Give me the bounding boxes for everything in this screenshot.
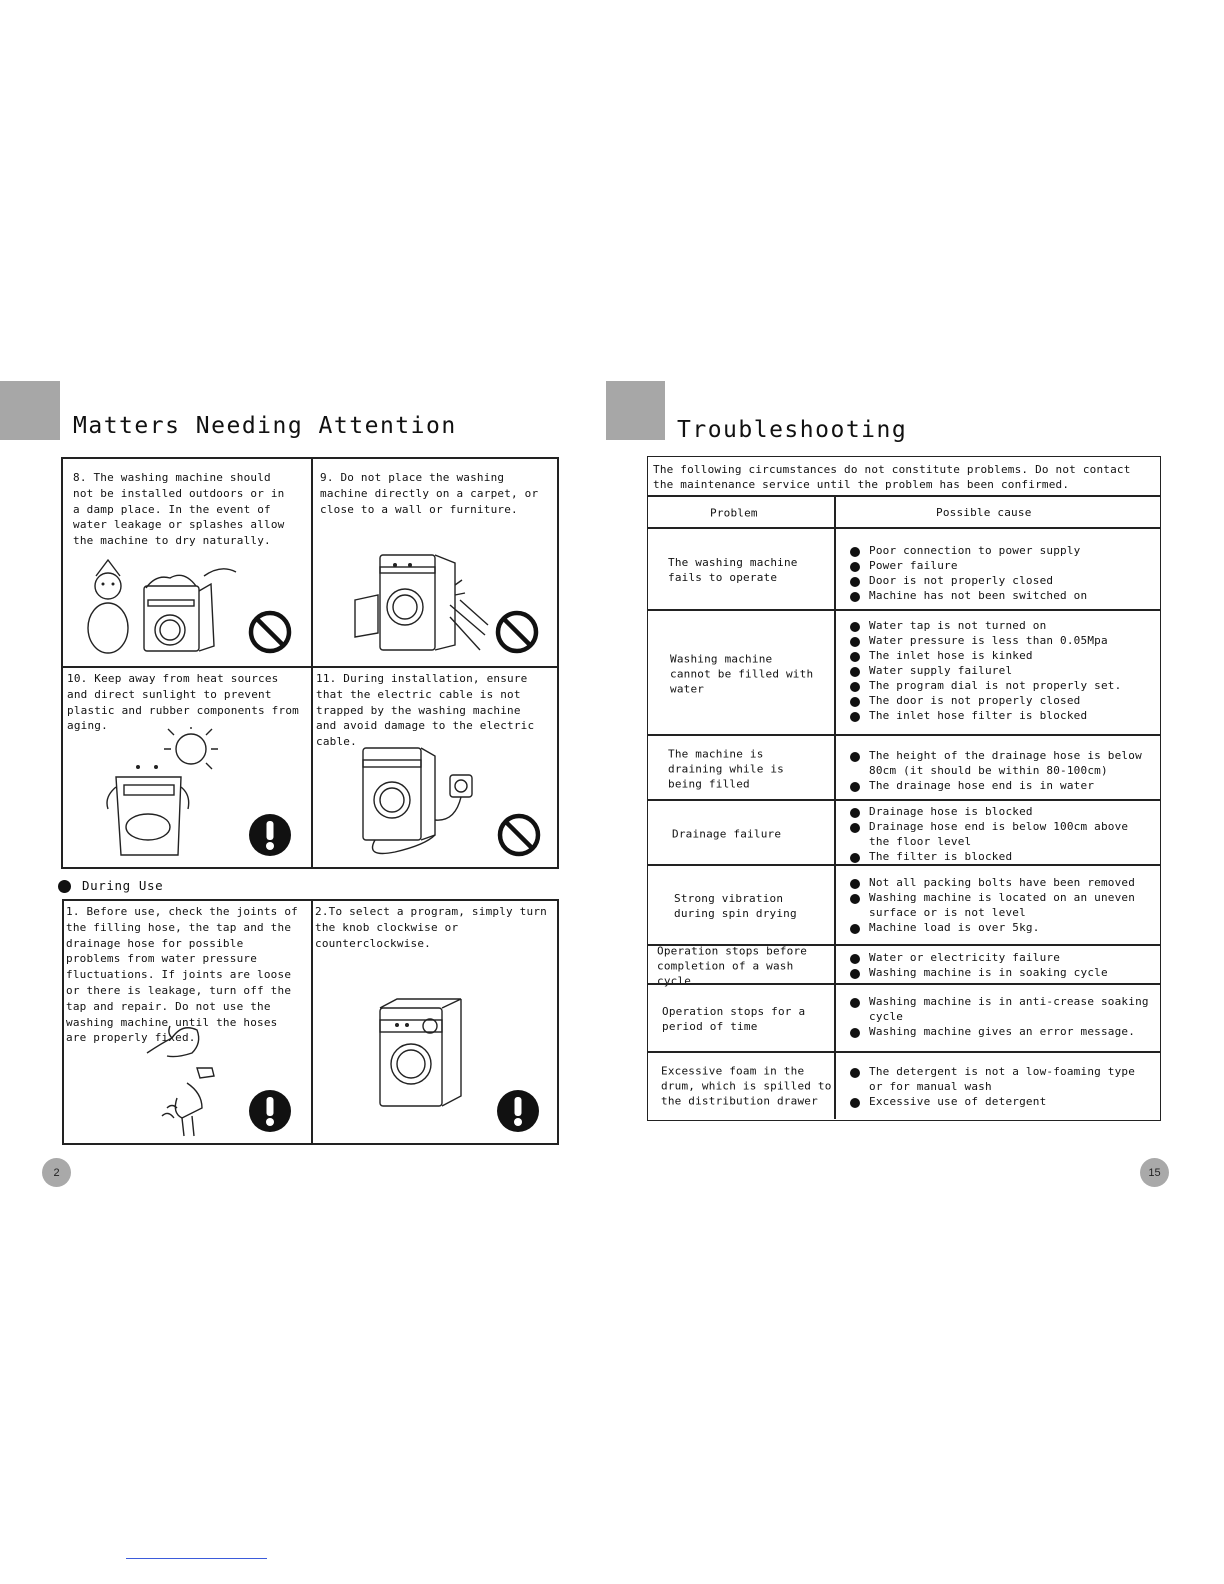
cause-text: Water or electricity failure (869, 951, 1061, 964)
cause-text: The height of the drainage hose is below 80cm (it should be within 80-100cm) (869, 749, 1142, 777)
cause-text: Water tap is not turned on (869, 619, 1047, 632)
left-page-title: Matters Needing Attention (73, 413, 457, 439)
left-section-tab (0, 381, 60, 440)
bullet-icon (850, 577, 860, 587)
cause-text: Drainage hose is blocked (869, 805, 1033, 818)
during-use-heading: During Use (82, 878, 164, 893)
cause-text: Poor connection to power supply (869, 544, 1081, 557)
table-header-row (648, 495, 1160, 529)
problem-cell: The washing machine fails to operate (668, 556, 798, 584)
cause-text: Excessive use of detergent (869, 1095, 1047, 1108)
problem-cell: Drainage failure (672, 827, 782, 840)
troubleshooting-intro: The following circumstances do not constitute problems. Do not contact the maintenance service until the problem has been confirmed. (653, 463, 1131, 491)
bullet-icon (850, 998, 860, 1008)
prohibited-icon (247, 609, 293, 655)
bullet-icon (850, 924, 860, 934)
cause-text: Door is not properly closed (869, 574, 1054, 587)
warning-exclamation-icon (495, 1088, 541, 1134)
bullet-icon (850, 752, 860, 762)
machine-near-wall-illustration (350, 545, 490, 660)
table-row (648, 944, 1160, 985)
cause-text: Washing machine gives an error message. (869, 1025, 1136, 1038)
bullet-icon (850, 712, 860, 722)
cause-text: The filter is blocked (869, 850, 1013, 863)
cause-text: The program dial is not properly set. (869, 679, 1122, 692)
bullet-icon (850, 823, 860, 833)
bullet-icon (850, 592, 860, 602)
cause-text: Machine load is over 5kg. (869, 921, 1040, 934)
cause-text: The drainage hose end is in water (869, 779, 1095, 792)
left-page-number: 2 (42, 1158, 71, 1187)
cause-text: Water pressure is less than 0.05Mpa (869, 634, 1108, 647)
bullet-icon (850, 808, 860, 818)
attention-item-10: 10. Keep away from heat sources and direct sunlight to prevent plastic and rubber components from aging. (67, 672, 299, 733)
attention-item-11: 11. During installation, ensure that the electric cable is not trapped by the washing machine and avoid damage to the electric cable. (316, 672, 535, 749)
outdoor-machine-illustration (86, 556, 246, 656)
bullet-icon (850, 697, 860, 707)
bullet-icon (850, 682, 860, 692)
bullet-icon (850, 1098, 860, 1108)
attention-item-9: 9. Do not place the washing machine directly on a carpet, or close to a wall or furniture. (320, 471, 539, 516)
problem-cell: Strong vibration during spin drying (674, 892, 797, 920)
bullet-icon (850, 782, 860, 792)
right-page-number: 15 (1140, 1158, 1169, 1187)
during-use-bullet (58, 880, 71, 893)
bullet-icon (850, 637, 860, 647)
cause-text: The door is not properly closed (869, 694, 1081, 707)
cause-text: Washing machine is located on an uneven surface or is not level (869, 891, 1136, 919)
table-row (648, 983, 1160, 1053)
program-knob-illustration (375, 996, 470, 1111)
hose-joint-illustration (142, 1018, 242, 1138)
footer-rule (126, 1558, 267, 1559)
bullet-icon (850, 969, 860, 979)
cause-text: Power failure (869, 559, 958, 572)
warning-exclamation-icon (247, 812, 293, 858)
problem-cell: The machine is draining while is being filled (668, 747, 784, 790)
prohibited-icon (496, 812, 542, 858)
cause-text: The inlet hose is kinked (869, 649, 1033, 662)
bullet-icon (850, 652, 860, 662)
bullet-icon (850, 853, 860, 863)
bullet-icon (850, 547, 860, 557)
table-row (648, 1051, 1160, 1119)
cause-text: The inlet hose filter is blocked (869, 709, 1088, 722)
table-row (648, 734, 1160, 801)
cause-text: Drainage hose end is below 100cm above the floor level (869, 820, 1129, 848)
cause-text: Water supply failurel (869, 664, 1013, 677)
warning-exclamation-icon (247, 1088, 293, 1134)
bullet-icon (850, 622, 860, 632)
problem-cell: Operation stops for a period of time (662, 1005, 806, 1033)
problem-cell: Excessive foam in the drum, which is spilled to the distribution drawer (661, 1064, 832, 1108)
attention-item-8: 8. The washing machine should not be installed outdoors or in a damp place. In the event of water leakage or splashes allow the machine to dry naturally. (73, 471, 285, 548)
during-use-item-1: 1. Before use, check the joints of the filling hose, the tap and the drainage hose for possible problems from water pressure fluctuations. If joints are loose or there is leakage, turn off the tap and repair. Do not use the washing machine until the hoses are properly fixed. (66, 905, 298, 1045)
sun-heat-illustration (96, 727, 266, 857)
cause-text: Machine has not been switched on (869, 589, 1088, 602)
cause-text: Washing machine is in anti-crease soaking cycle (869, 995, 1149, 1023)
cause-text: The detergent is not a low-foaming type or for manual wash (869, 1065, 1136, 1093)
bullet-icon (850, 562, 860, 572)
table-row (648, 527, 1160, 611)
bullet-icon (850, 954, 860, 964)
troubleshooting-table (647, 456, 1161, 1121)
table-row (648, 799, 1160, 866)
column-header-problem: Problem (710, 506, 758, 520)
bullet-icon (850, 879, 860, 889)
table-row (648, 864, 1160, 946)
bullet-icon (850, 1068, 860, 1078)
right-section-tab (606, 381, 665, 440)
column-header-possible-cause: Possible cause (936, 506, 1032, 519)
cause-text: Washing machine is in soaking cycle (869, 966, 1108, 979)
bullet-icon (850, 894, 860, 904)
cause-text: Not all packing bolts have been removed (869, 876, 1136, 889)
bullet-icon (850, 1028, 860, 1038)
problem-cell: Operation stops before completion of a wash cycle (657, 944, 808, 987)
during-use-item-2: 2.To select a program, simply turn the knob clockwise or counterclockwise. (315, 905, 547, 950)
right-page-title: Troubleshooting (677, 417, 908, 443)
bullet-icon (850, 667, 860, 677)
electric-cable-illustration (355, 740, 485, 860)
prohibited-icon (494, 609, 540, 655)
table-row (648, 609, 1160, 736)
problem-cell: Washing machine cannot be filled with water (670, 652, 814, 695)
